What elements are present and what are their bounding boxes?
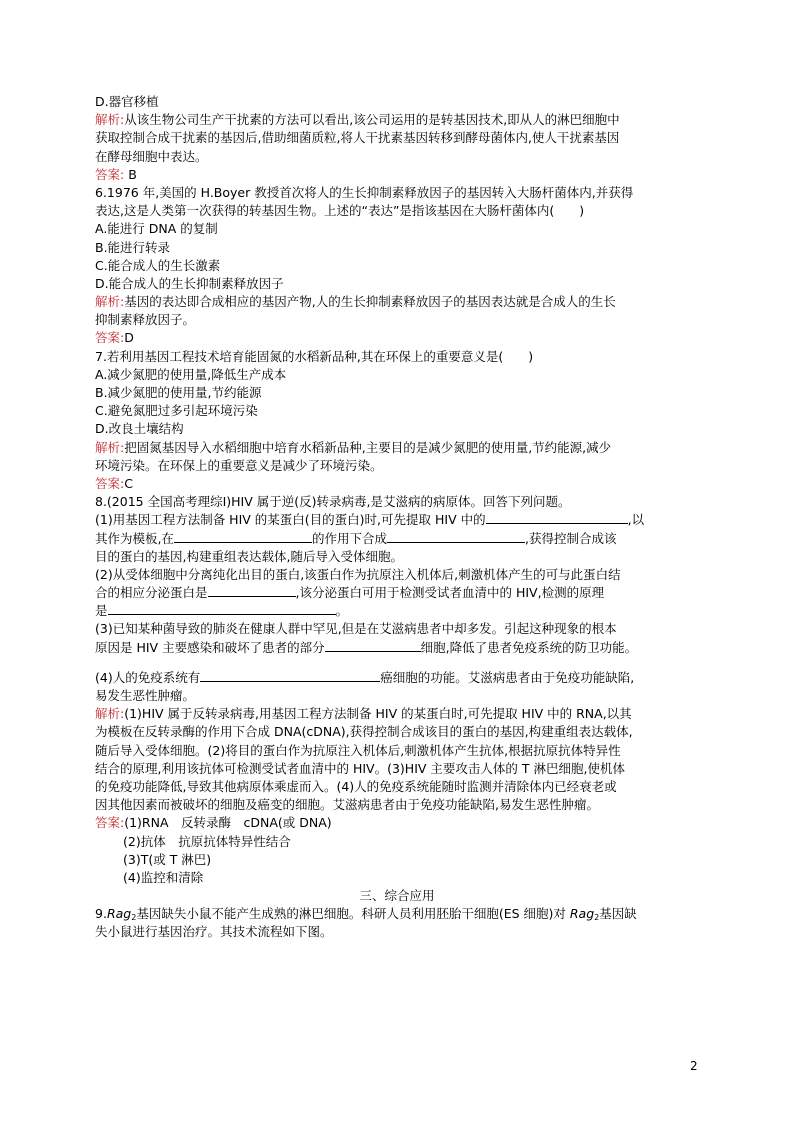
q8-part3: (3)已知某种菌导致的肺炎在健康人群中罕见,但是在艾滋病患者中却多发。引起这种现象的根本 [95, 621, 617, 637]
answer-blank [200, 669, 380, 682]
q7-option-b: B.减少氮肥的使用量,节约能源 [95, 385, 262, 400]
answer-label: 答案: [95, 330, 125, 346]
q6-analysis: 解析:基因的表达即合成相应的基因产物,人的生长抑制素释放因子的基因表达就是合成人的生长 [95, 294, 616, 310]
analysis-label: 解析: [95, 706, 125, 722]
q8-part4-line: 易发生恶性肿瘤。 [95, 688, 196, 703]
q7-analysis-line: 环境污染。在环保上的重要意义是减少了环境污染。 [95, 457, 383, 473]
q7-analysis: 解析:把固氮基因导入水稻细胞中培育水稻新品种,主要目的是减少氮肥的使用量,节约能源,减少 [95, 439, 612, 455]
q6-option-d: D.能合成人的生长抑制素释放因子 [95, 275, 284, 291]
q6-analysis-line: 抑制素释放因子。 [95, 312, 196, 328]
q5-analysis-line: 在酵母细胞中表达。 [95, 148, 208, 164]
q9-stem: 9.Rag$_2$基因缺失小鼠不能产生成熟的淋巴细胞。科研人员利用胚胎干细胞(ES 细胞)对 Rag$_2$基因缺 [95, 906, 637, 923]
answer-blank [486, 511, 628, 524]
analysis-label: 解析: [95, 112, 125, 128]
q5-analysis-line: 获取控制合成干扰素的基因后,借助细菌质粒,将人干扰素基因转移到酵母菌体内,使人干扰素基因 [95, 130, 620, 146]
q6-stem: 表达,这是人类第一次获得的转基因生物。上述的“表达”是指该基因在大肠杆菌体内( ) [95, 203, 585, 219]
q5-analysis: 解析:从该生物公司生产干扰素的方法可以看出,该公司运用的是转基因技术,即从人的淋巴细胞中 [95, 112, 620, 128]
q7-option-c: C.避免氮肥过多引起环境污染 [95, 403, 258, 419]
gene-name: Rag [106, 906, 132, 922]
q8-analysis: 解析:(1)HIV 属于反转录病毒,用基因工程方法制备 HIV 的某蛋白时,可先提取 HIV 中的 RNA,以其 [95, 706, 632, 722]
q8-part2-line: 是 。 [95, 603, 349, 619]
q8-part2: (2)从受体细胞中分离纯化出目的蛋白,该蛋白作为抗原注入机体后,刺激机体产生的可与此蛋白结 [95, 566, 621, 582]
q8-part1-line: 其作为模板,在 的作用下合成 ,获得控制合成该 [95, 530, 617, 546]
q8-analysis-line: 为模板在反转录酶的作用下合成 DNA(cDNA),获得控制合成该目的蛋白的基因,构建重组表达载体, [95, 724, 633, 740]
q8-answer-line: (2)抗体 抗原抗体特异性结合 [123, 833, 291, 849]
gene-name: Rag [569, 906, 595, 922]
q8-part1-line: 目的蛋白的基因,构建重组表达载体,随后导入受体细胞。 [95, 548, 403, 564]
spacer [95, 657, 699, 669]
answer-label: 答案: [95, 475, 125, 491]
q6-answer: 答案:D [95, 330, 134, 346]
answer-blank [387, 530, 525, 543]
q6-option-c: C.能合成人的生长激素 [95, 257, 221, 273]
q6-stem: 6.1976 年,美国的 H.Boyer 教授首次将人的生长抑制素释放因子的基因转入大肠杆菌体内,并获得 [95, 184, 634, 200]
document-page [95, 93, 699, 942]
q9-stem-line: 失小鼠进行基因治疗。其技术流程如下图。 [95, 924, 333, 940]
q8-answer-line: (4)监控和清除 [123, 869, 204, 885]
q7-option-d: D.改良土壤结构 [95, 421, 184, 437]
answer-blank [208, 584, 296, 597]
q8-part3-line: 原因是 HIV 主要感染和破坏了患者的部分 细胞,降低了患者免疫系统的防卫功能。 [95, 639, 638, 655]
q8-part1: (1)用基因工程方法制备 HIV 的某蛋白(目的蛋白)时,可先提取 HIV 中的 ,以 [95, 512, 645, 528]
q8-part4: (4)人的免疫系统有 癌细胞的功能。艾滋病患者由于免疫功能缺陷, [95, 669, 635, 685]
q5-answer: 答案: B [95, 166, 137, 182]
section-heading: 三、综合应用 [359, 888, 435, 904]
q8-analysis-line: 结合的原理,利用该抗体可检测受试者血清中的 HIV。(3)HIV 主要攻击人体的 T 淋巴细胞,使机体 [95, 760, 625, 776]
q6-option-b: B.能进行转录 [95, 239, 171, 255]
analysis-label: 解析: [95, 294, 125, 310]
q8-analysis-line: 的免疫功能降低,导致其他病原体乘虚而入。(4)人的免疫系统能随时监测并清除体内已经衰老或 [95, 778, 617, 794]
answer-blank [108, 602, 336, 615]
analysis-label: 解析: [95, 439, 125, 455]
answer-label: 答案: [95, 166, 125, 182]
q7-answer: 答案:C [95, 475, 133, 491]
q8-analysis-line: 随后导入受体细胞。(2)将目的蛋白作为抗原注入机体后,刺激机体产生抗体,根据抗原抗体特异性 [95, 742, 621, 758]
answer-blank [174, 530, 312, 543]
q8-analysis-line: 因其他因素而被破坏的细胞及癌变的细胞。艾滋病患者由于免疫功能缺陷,易发生恶性肿瘤。 [95, 797, 599, 813]
q5-option-d: D.器官移植 [95, 94, 159, 109]
q7-option-a: A.减少氮肥的使用量,降低生产成本 [95, 366, 287, 382]
answer-label: 答案: [95, 815, 125, 831]
gene-subscript: 2 [594, 913, 600, 923]
q8-answer-line: (3)T(或 T 淋巴) [123, 851, 212, 867]
q8-part2-line: 合的相应分泌蛋白是 ,该分泌蛋白可用于检测受试者血清中的 HIV,检测的原理 [95, 585, 605, 601]
answer-blank [325, 639, 421, 652]
gene-subscript: 2 [131, 913, 137, 923]
q6-option-a: A.能进行 DNA 的复制 [95, 221, 218, 237]
q7-stem: 7.若利用基因工程技术培育能固氮的水稻新品种,其在环保上的重要意义是( ) [95, 348, 534, 364]
q8-answer: 答案:(1)RNA 反转录酶 cDNA(或 DNA) [95, 815, 332, 831]
q8-stem: 8.(2015 全国高考理综Ⅰ)HIV 属于逆(反)转录病毒,是艾滋病的病原体。回答下列问题。 [95, 494, 571, 510]
page-number: 2 [690, 1059, 698, 1073]
